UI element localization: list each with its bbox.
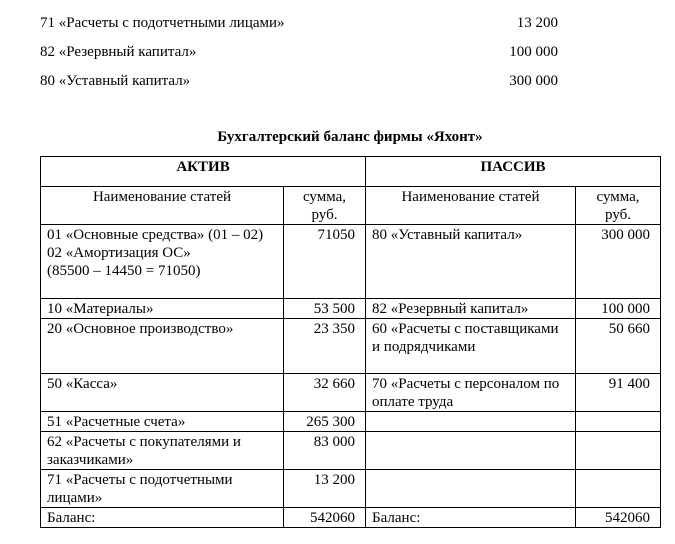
liability-header: ПАССИВ: [366, 157, 661, 187]
section-header-row: [41, 157, 661, 187]
asset-sum-header: сумма, руб.: [284, 187, 366, 225]
asset-sum-cell: 71050: [284, 225, 366, 299]
asset-header: АКТИВ: [41, 157, 366, 187]
asset-total-sum: 542060: [284, 508, 366, 528]
table-row: [41, 374, 661, 412]
entry-name: 80 «Уставный капитал»: [40, 73, 191, 89]
liability-sum-cell: [576, 412, 661, 432]
liability-sum-cell: 300 000: [576, 225, 661, 299]
table-row: [41, 225, 661, 299]
liability-sum-cell: [576, 432, 661, 470]
asset-sum-cell: 53 500: [284, 299, 366, 319]
entry-amount: 13 200: [516, 15, 558, 31]
liability-name-header: Наименование статей: [366, 187, 576, 225]
entry-line-80: [40, 72, 560, 90]
asset-name-line: 01 «Основные средства» (01 – 02): [47, 227, 264, 243]
asset-name-cell: [41, 225, 284, 299]
entry-name: 82 «Резервный капитал»: [40, 44, 197, 60]
liability-name-cell: [366, 432, 576, 470]
entry-name: 71 «Расчеты с подотчетными лицами»: [40, 15, 285, 31]
balance-total-row: [41, 508, 661, 528]
table-row: [41, 412, 661, 432]
asset-sum-cell: 32 660: [284, 374, 366, 412]
asset-total-label: Баланс:: [41, 508, 284, 528]
asset-name-cell: 10 «Материалы»: [41, 299, 284, 319]
liability-sum-header: сумма, руб.: [576, 187, 661, 225]
liability-sum-cell: 50 660: [576, 319, 661, 374]
asset-name-line: (85500 – 14450 = 71050): [47, 263, 201, 279]
asset-sum-cell: 265 300: [284, 412, 366, 432]
asset-name-cell: 62 «Расчеты с покупателями и заказчиками»: [41, 432, 284, 470]
asset-name-line: 02 «Амортизация ОС»: [47, 245, 191, 261]
asset-name-cell: 50 «Касса»: [41, 374, 284, 412]
asset-name-header: Наименование статей: [41, 187, 284, 225]
column-header-row: [41, 187, 661, 225]
entry-line-71: [40, 14, 560, 32]
liability-total-sum: 542060: [576, 508, 661, 528]
entry-line-82: [40, 43, 560, 61]
asset-sum-cell: 13 200: [284, 470, 366, 508]
balance-table: [40, 156, 661, 528]
balance-title: Бухгалтерский баланс фирмы «Яхонт»: [217, 129, 483, 145]
liability-total-label: Баланс:: [366, 508, 576, 528]
asset-name-cell: 51 «Расчетные счета»: [41, 412, 284, 432]
liability-sum-cell: 100 000: [576, 299, 661, 319]
table-row: [41, 299, 661, 319]
liability-name-cell: 82 «Резервный капитал»: [366, 299, 576, 319]
entry-amount: 300 000: [509, 73, 558, 89]
asset-sum-cell: 23 350: [284, 319, 366, 374]
liability-name-cell: [366, 412, 576, 432]
table-row: [41, 470, 661, 508]
entry-amount: 100 000: [509, 44, 558, 60]
liability-name-cell: 60 «Расчеты с поставщиками и подрядчиками: [366, 319, 576, 374]
liability-sum-cell: 91 400: [576, 374, 661, 412]
asset-name-cell: 20 «Основное производство»: [41, 319, 284, 374]
table-row: [41, 319, 661, 374]
liability-name-cell: [366, 470, 576, 508]
asset-name-cell: 71 «Расчеты с подотчетными лицами»: [41, 470, 284, 508]
asset-sum-cell: 83 000: [284, 432, 366, 470]
liability-name-cell: 70 «Расчеты с персоналом по оплате труда: [366, 374, 576, 412]
liability-name-cell: 80 «Уставный капитал»: [366, 225, 576, 299]
table-row: [41, 432, 661, 470]
liability-sum-cell: [576, 470, 661, 508]
